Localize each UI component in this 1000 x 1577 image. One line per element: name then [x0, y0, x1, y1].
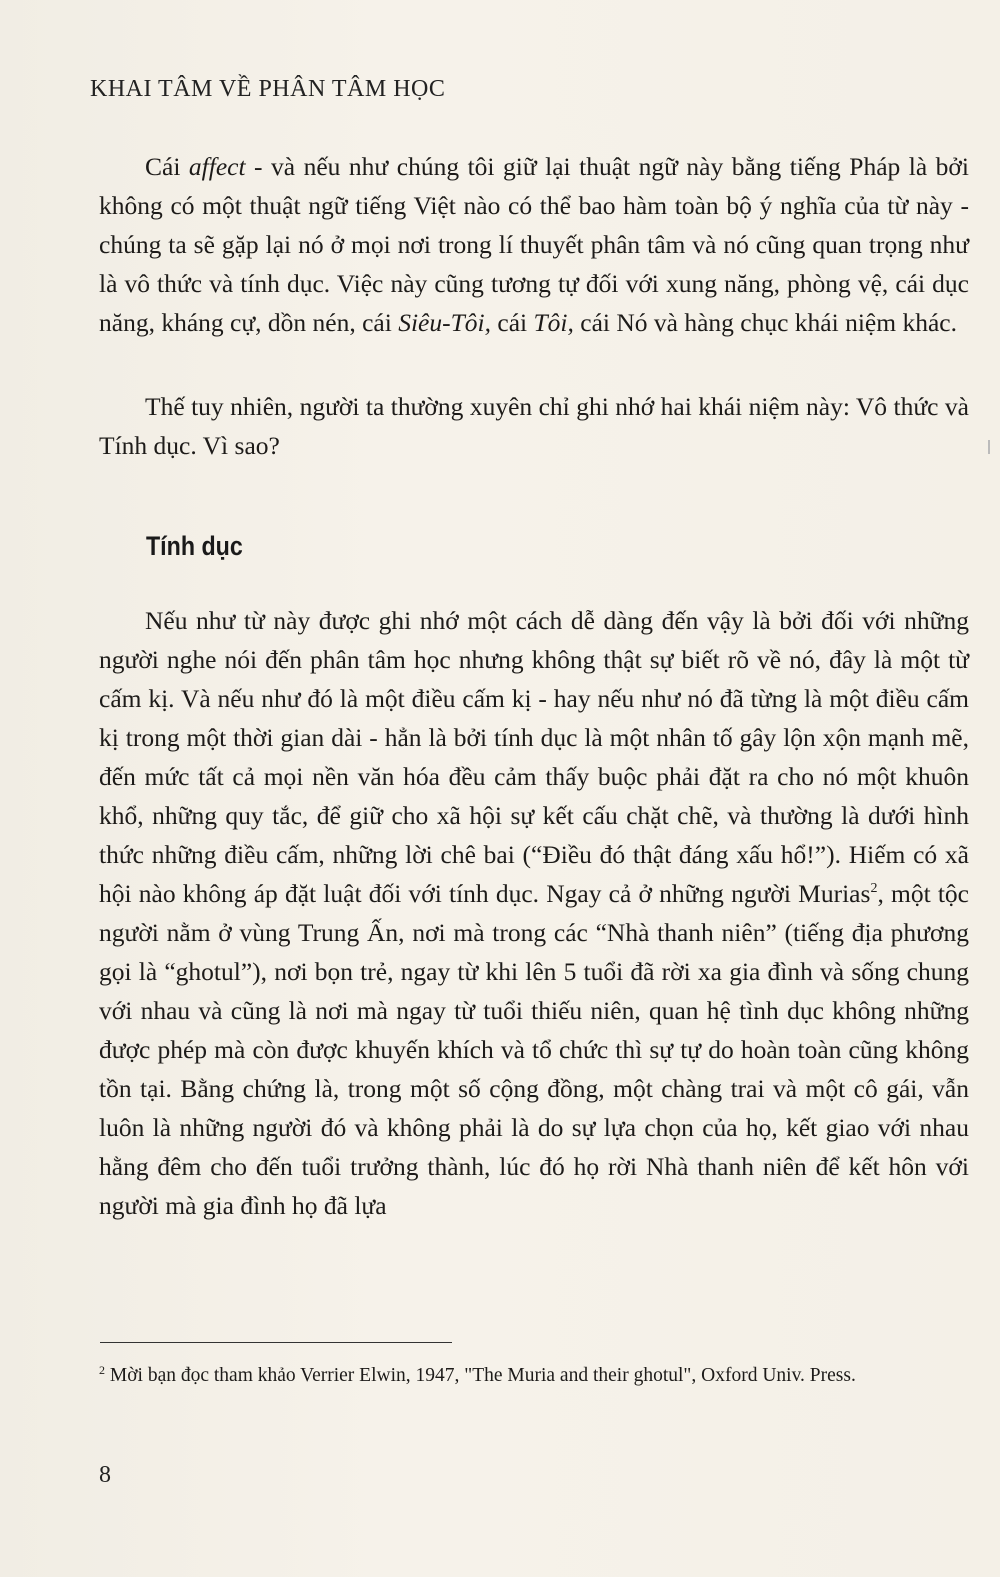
footnote	[99, 1361, 969, 1390]
term-affect: affect	[188, 152, 246, 181]
footnote-text: Mời bạn đọc tham khảo Verrier Elwin, 1947, "The Muria and their ghotul", Oxford Univ. Press.	[105, 1365, 856, 1386]
paragraph-text: Nếu như từ này được ghi nhớ một cách dễ dàng đến vậy là bởi đối với những người nghe nói đến phân tâm học nhưng không thật sự biết rõ về nó, đây là một từ cấm kị. Và nếu như đó là một điều cấm kị - hay nếu như nó đã từng là một điều cấm kị trong một thời gian dài - hẳn là bởi tính dục là một nhân tố gây lộn xộn mạnh mẽ, đến mức tất cả mọi nền văn hóa đều cảm thấy buộc phải đặt ra cho nó một khuôn khổ, những quy tắc, để giữ cho xã hội sự kết cấu chặt chẽ, và thường là dưới hình thức những điều cấm, những lời chê bai (“Điều đó thật đáng xấu hổ!”). Hiếm có xã hội nào không áp đặt luật đối với tính dục. Ngay cả ở những người Murias	[99, 606, 969, 908]
paragraph-affect	[99, 147, 969, 342]
section-heading: Tính dục	[146, 531, 243, 561]
paragraph-tinh-duc	[99, 601, 969, 1225]
footnote-divider	[100, 1342, 452, 1343]
paragraph-question	[99, 387, 969, 465]
page-number: 8	[99, 1462, 111, 1488]
paragraph-text: cái Nó và hàng chục khái niệm khác.	[573, 308, 957, 337]
paragraph-text: , một tộc người nằm ở vùng Trung Ấn, nơi mà trong các “Nhà thanh niên” (tiếng địa phương gọi là “ghotul”), nơi bọn trẻ, ngay từ khi lên 5 tuổi đã rời xa gia đình và sống chung với nhau và cũng là nơi mà ngay từ tuổi thiếu niên, quan hệ tình dục không những được phép mà còn được khuyến khích và tổ chức thì sự tự do hoàn toàn cũng không tồn tại. Bằng chứng là, trong một số cộng đồng, một chàng trai và một cô gái, vẫn luôn là những người đó và không phải là do sự lựa chọn của họ, kết giao với nhau hằng đêm cho đến tuổi trưởng thành, lúc đó họ rời Nhà thanh niên để kết hôn với người mà gia đình họ đã lựa	[99, 879, 970, 1220]
paragraph-text: cái	[491, 308, 534, 337]
footnote-reference[interactable]: 2	[870, 881, 878, 896]
running-header: KHAI TÂM VỀ PHÂN TÂM HỌC	[90, 76, 446, 102]
paragraph-text: Cái	[145, 152, 189, 181]
term-toi: Tôi,	[533, 308, 574, 337]
page-edge-mark	[988, 440, 990, 454]
term-sieu-toi: Siêu-Tôi,	[398, 308, 491, 337]
footnote-marker: 2	[99, 1363, 105, 1377]
paragraph-text: - và nếu như chúng tôi giữ lại thuật ngữ này bằng tiếng Pháp là bởi không có một thuật ngữ tiếng Việt nào có thể bao hàm toàn bộ ý nghĩa của từ này - chúng ta sẽ gặp lại nó ở mọi nơi trong lí thuyết phân tâm và nó cũng quan trọng như là vô thức và tính dục. Việc này cũng tương tự đối với xung năng, phòng vệ, cái dục năng, kháng cự, dồn nén, cái	[99, 152, 970, 337]
paragraph-text: Thế tuy nhiên, người ta thường xuyên chỉ ghi nhớ hai khái niệm này: Vô thức và Tính dục. Vì sao?	[99, 392, 969, 460]
